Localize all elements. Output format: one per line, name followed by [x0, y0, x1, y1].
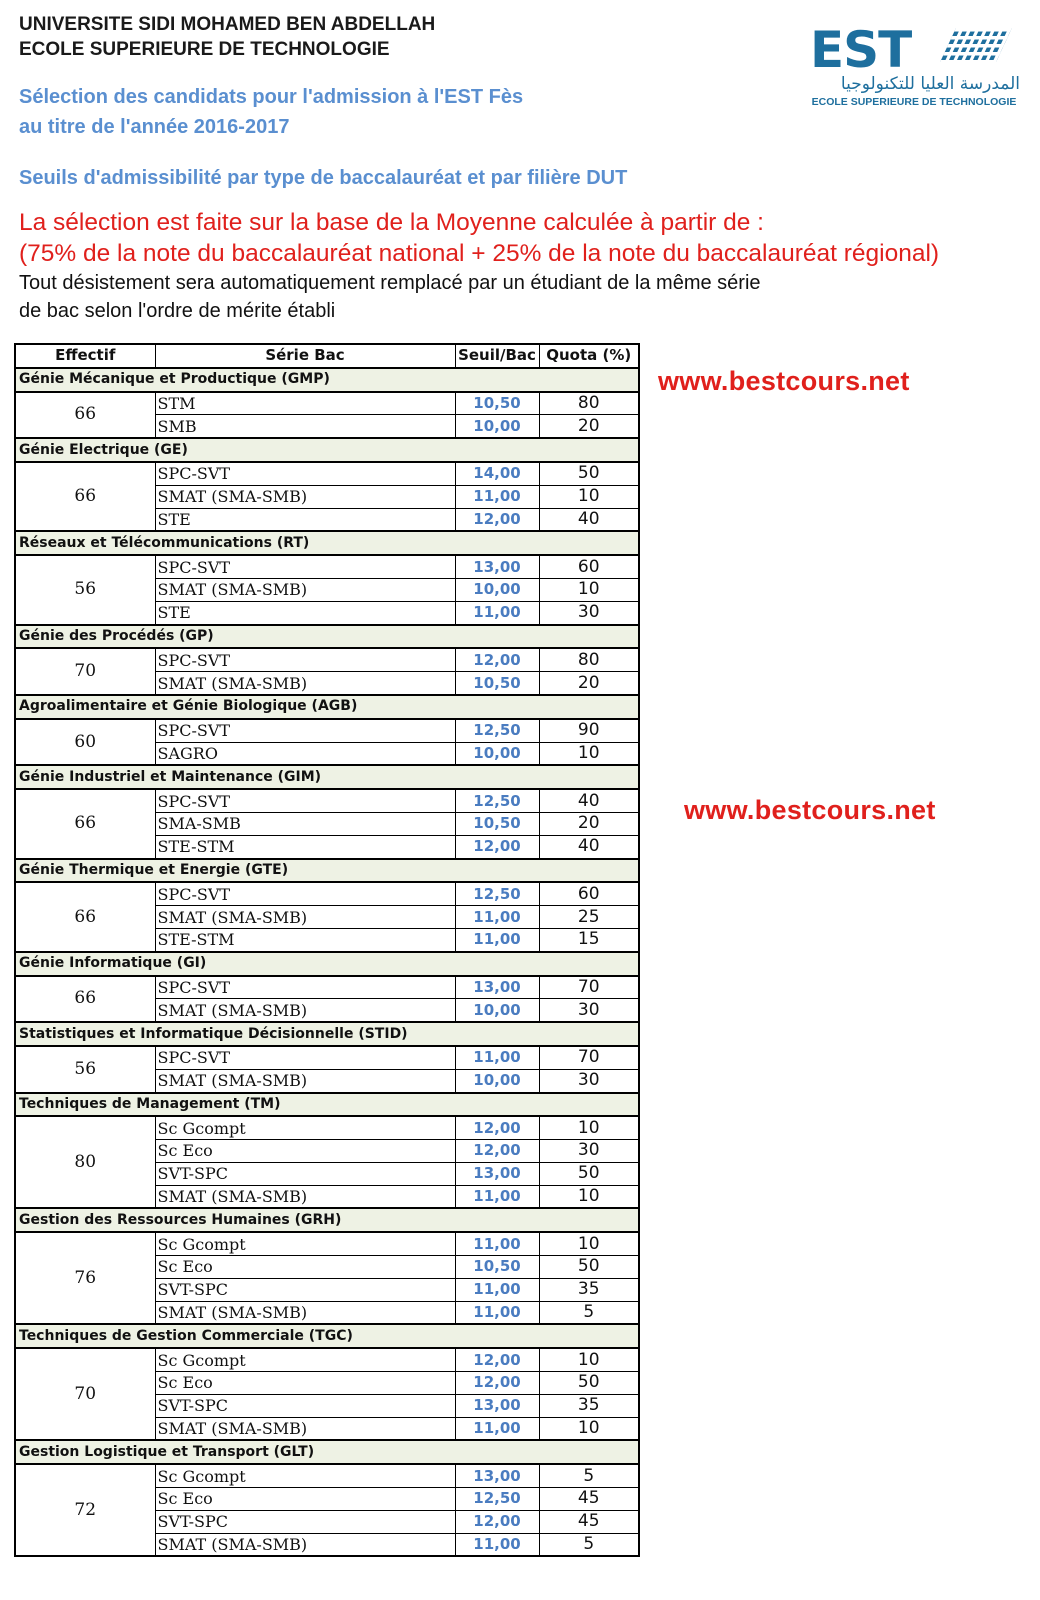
seuil-cell: 11,00 [455, 601, 539, 624]
table-row [15, 719, 639, 742]
section-title: Gestion Logistique et Transport (GLT) [15, 1440, 639, 1464]
quota-cell: 15 [539, 928, 639, 951]
rule-line1: La sélection est faite sur la base de la Moyenne calculée à partir de : [19, 209, 764, 236]
section-title: Statistiques et Informatique Décisionnelle (STID) [15, 1022, 639, 1046]
seuil-cell: 10,50 [455, 392, 539, 415]
quota-cell: 10 [539, 1417, 639, 1440]
seuil-cell: 10,00 [455, 1069, 539, 1092]
quota-cell: 80 [539, 392, 639, 415]
effectif-cell: 56 [15, 1046, 155, 1093]
seuil-cell: 10,00 [455, 999, 539, 1022]
quota-cell: 90 [539, 719, 639, 742]
table-row [15, 648, 639, 671]
quota-cell: 10 [539, 485, 639, 508]
quota-cell: 10 [539, 1232, 639, 1255]
quota-cell: 50 [539, 1162, 639, 1185]
serie-cell: SMAT (SMA-SMB) [155, 1185, 455, 1208]
section-title: Génie Electrique (GE) [15, 438, 639, 462]
serie-cell: SVT-SPC [155, 1394, 455, 1417]
serie-cell: STE-STM [155, 928, 455, 951]
seuil-cell: 11,00 [455, 1046, 539, 1069]
section-header-row [15, 952, 639, 976]
quota-cell: 10 [539, 1348, 639, 1371]
seuil-cell: 12,00 [455, 648, 539, 671]
table-row [15, 882, 639, 905]
quota-cell: 5 [539, 1301, 639, 1324]
serie-cell: Sc Eco [155, 1140, 455, 1163]
quota-cell: 10 [539, 1116, 639, 1139]
seuil-cell: 12,50 [455, 789, 539, 812]
logo-letters: EST [810, 21, 912, 79]
thresholds-title: Seuils d'admissibilité par type de baccalauréat et par filière DUT [19, 167, 628, 189]
quota-cell: 60 [539, 555, 639, 578]
serie-cell: STM [155, 392, 455, 415]
serie-cell: Sc Eco [155, 1372, 455, 1395]
seuil-cell: 12,50 [455, 719, 539, 742]
column-header-quota: Quota (%) [539, 344, 639, 368]
seuil-cell: 14,00 [455, 462, 539, 485]
table-header-row [15, 344, 639, 368]
serie-cell: Sc Eco [155, 1488, 455, 1511]
serie-cell: SMAT (SMA-SMB) [155, 1533, 455, 1556]
quota-cell: 45 [539, 1488, 639, 1511]
selection-title-line1: Sélection des candidats pour l'admission à l'EST Fès [19, 86, 524, 108]
serie-cell: SVT-SPC [155, 1510, 455, 1533]
effectif-cell: 66 [15, 392, 155, 439]
section-header-row [15, 1093, 639, 1117]
table-row [15, 555, 639, 578]
serie-cell: SMAT (SMA-SMB) [155, 1069, 455, 1092]
effectif-cell: 66 [15, 789, 155, 858]
serie-cell: Sc Gcompt [155, 1116, 455, 1139]
quota-cell: 5 [539, 1533, 639, 1556]
table-row [15, 1348, 639, 1371]
seuil-cell: 13,00 [455, 555, 539, 578]
seuil-cell: 10,00 [455, 578, 539, 601]
section-title: Réseaux et Télécommunications (RT) [15, 531, 639, 555]
section-title: Agroalimentaire et Génie Biologique (AGB) [15, 695, 639, 719]
section-header-row [15, 859, 639, 883]
table-row [15, 1046, 639, 1069]
serie-cell: SVT-SPC [155, 1278, 455, 1301]
note-line1: Tout désistement sera automatiquement remplacé par un étudiant de la même série [19, 272, 761, 294]
seuil-cell: 11,00 [455, 1533, 539, 1556]
serie-cell: Sc Eco [155, 1256, 455, 1279]
section-header-row [15, 531, 639, 555]
serie-cell: SMAT (SMA-SMB) [155, 578, 455, 601]
quota-cell: 60 [539, 882, 639, 905]
quota-cell: 50 [539, 1256, 639, 1279]
effectif-cell: 66 [15, 462, 155, 531]
quota-cell: 30 [539, 999, 639, 1022]
seuil-cell: 12,00 [455, 1140, 539, 1163]
seuil-cell: 10,00 [455, 415, 539, 438]
serie-cell: STE [155, 601, 455, 624]
section-header-row [15, 695, 639, 719]
section-title: Génie Thermique et Energie (GTE) [15, 859, 639, 883]
school-name: ECOLE SUPERIEURE DE TECHNOLOGIE [19, 39, 390, 60]
quota-cell: 45 [539, 1510, 639, 1533]
column-header-serie-bac: Série Bac [155, 344, 455, 368]
section-header-row [15, 1440, 639, 1464]
seuil-cell: 12,50 [455, 1488, 539, 1511]
seuil-cell: 10,00 [455, 742, 539, 765]
serie-cell: Sc Gcompt [155, 1348, 455, 1371]
serie-cell: SPC-SVT [155, 462, 455, 485]
seuil-cell: 12,50 [455, 882, 539, 905]
quota-cell: 30 [539, 1140, 639, 1163]
table-row [15, 789, 639, 812]
serie-cell: SMB [155, 415, 455, 438]
quota-cell: 20 [539, 415, 639, 438]
serie-cell: SMAT (SMA-SMB) [155, 672, 455, 695]
seuil-cell: 12,00 [455, 1372, 539, 1395]
serie-cell: SMAT (SMA-SMB) [155, 906, 455, 929]
section-header-row [15, 1324, 639, 1348]
serie-cell: SPC-SVT [155, 648, 455, 671]
section-header-row [15, 368, 639, 392]
serie-cell: SMA-SMB [155, 812, 455, 835]
effectif-cell: 56 [15, 555, 155, 624]
seuil-cell: 11,00 [455, 485, 539, 508]
serie-cell: SPC-SVT [155, 976, 455, 999]
serie-cell: STE [155, 508, 455, 531]
section-title: Techniques de Gestion Commerciale (TGC) [15, 1324, 639, 1348]
serie-cell: SPC-SVT [155, 882, 455, 905]
quota-cell: 40 [539, 508, 639, 531]
est-logo [808, 22, 1020, 112]
serie-cell: SAGRO [155, 742, 455, 765]
serie-cell: SMAT (SMA-SMB) [155, 999, 455, 1022]
logo-arabic-text: المدرسة العليا للتكنولوجيا [840, 74, 1020, 94]
section-title: Gestion des Ressources Humaines (GRH) [15, 1208, 639, 1232]
column-header-effectif: Effectif [15, 344, 155, 368]
effectif-cell: 70 [15, 1348, 155, 1440]
seuil-cell: 11,00 [455, 1417, 539, 1440]
serie-cell: Sc Gcompt [155, 1232, 455, 1255]
table-row [15, 392, 639, 415]
quota-cell: 10 [539, 1185, 639, 1208]
seuil-cell: 12,00 [455, 1116, 539, 1139]
section-header-row [15, 1022, 639, 1046]
section-header-row [15, 765, 639, 789]
seuil-cell: 11,00 [455, 1185, 539, 1208]
quota-cell: 70 [539, 976, 639, 999]
quota-cell: 50 [539, 462, 639, 485]
quota-cell: 35 [539, 1394, 639, 1417]
seuil-cell: 12,00 [455, 835, 539, 858]
effectif-cell: 60 [15, 719, 155, 766]
seuil-cell: 11,00 [455, 906, 539, 929]
quota-cell: 70 [539, 1046, 639, 1069]
section-title: Génie Mécanique et Productique (GMP) [15, 368, 639, 392]
watermark-link[interactable]: www.bestcours.net [658, 366, 910, 396]
quota-cell: 30 [539, 601, 639, 624]
seuil-cell: 11,00 [455, 1232, 539, 1255]
seuil-cell: 12,00 [455, 1510, 539, 1533]
seuil-cell: 13,00 [455, 1162, 539, 1185]
seuil-cell: 12,00 [455, 508, 539, 531]
logo-subtitle: ECOLE SUPERIEURE DE TECHNOLOGIE [811, 96, 1017, 108]
quota-cell: 40 [539, 835, 639, 858]
quota-cell: 40 [539, 789, 639, 812]
quota-cell: 10 [539, 578, 639, 601]
serie-cell: SVT-SPC [155, 1162, 455, 1185]
effectif-cell: 70 [15, 648, 155, 695]
quota-cell: 5 [539, 1464, 639, 1487]
seuil-cell: 11,00 [455, 1278, 539, 1301]
table-row [15, 462, 639, 485]
effectif-cell: 66 [15, 882, 155, 951]
serie-cell: SMAT (SMA-SMB) [155, 485, 455, 508]
seuil-cell: 11,00 [455, 928, 539, 951]
quota-cell: 10 [539, 742, 639, 765]
column-header-seuil-bac: Seuil/Bac [455, 344, 539, 368]
effectif-cell: 66 [15, 976, 155, 1023]
selection-title-line2: au titre de l'année 2016-2017 [19, 116, 290, 138]
section-header-row [15, 625, 639, 649]
quota-cell: 35 [539, 1278, 639, 1301]
serie-cell: SPC-SVT [155, 719, 455, 742]
quota-cell: 25 [539, 906, 639, 929]
seuil-cell: 10,50 [455, 812, 539, 835]
table-row [15, 1464, 639, 1487]
seuil-cell: 10,50 [455, 672, 539, 695]
serie-cell: SPC-SVT [155, 1046, 455, 1069]
section-header-row [15, 438, 639, 462]
section-title: Génie des Procédés (GP) [15, 625, 639, 649]
section-header-row [15, 1208, 639, 1232]
serie-cell: SMAT (SMA-SMB) [155, 1417, 455, 1440]
seuil-cell: 13,00 [455, 1464, 539, 1487]
table-body [15, 368, 639, 1557]
admission-thresholds-table [14, 343, 640, 1557]
quota-cell: 30 [539, 1069, 639, 1092]
quota-cell: 20 [539, 812, 639, 835]
serie-cell: SPC-SVT [155, 789, 455, 812]
effectif-cell: 76 [15, 1232, 155, 1324]
seuil-cell: 12,00 [455, 1348, 539, 1371]
university-name: UNIVERSITE SIDI MOHAMED BEN ABDELLAH [19, 14, 436, 35]
table-row [15, 1232, 639, 1255]
quota-cell: 80 [539, 648, 639, 671]
effectif-cell: 80 [15, 1116, 155, 1208]
seuil-cell: 13,00 [455, 976, 539, 999]
logo-grid-icon [940, 28, 1012, 62]
note-line2: de bac selon l'ordre de mérite établi [19, 300, 336, 322]
table-row [15, 976, 639, 999]
rule-line2: (75% de la note du baccalauréat national + 25% de la note du baccalauréat régional) [19, 240, 940, 267]
quota-cell: 20 [539, 672, 639, 695]
section-title: Génie Industriel et Maintenance (GIM) [15, 765, 639, 789]
serie-cell: Sc Gcompt [155, 1464, 455, 1487]
serie-cell: SPC-SVT [155, 555, 455, 578]
serie-cell: SMAT (SMA-SMB) [155, 1301, 455, 1324]
serie-cell: STE-STM [155, 835, 455, 858]
seuil-cell: 13,00 [455, 1394, 539, 1417]
table-row [15, 1116, 639, 1139]
seuil-cell: 10,50 [455, 1256, 539, 1279]
section-title: Techniques de Management (TM) [15, 1093, 639, 1117]
watermark-link[interactable]: www.bestcours.net [684, 795, 936, 825]
seuil-cell: 11,00 [455, 1301, 539, 1324]
effectif-cell: 72 [15, 1464, 155, 1556]
section-title: Génie Informatique (GI) [15, 952, 639, 976]
quota-cell: 50 [539, 1372, 639, 1395]
